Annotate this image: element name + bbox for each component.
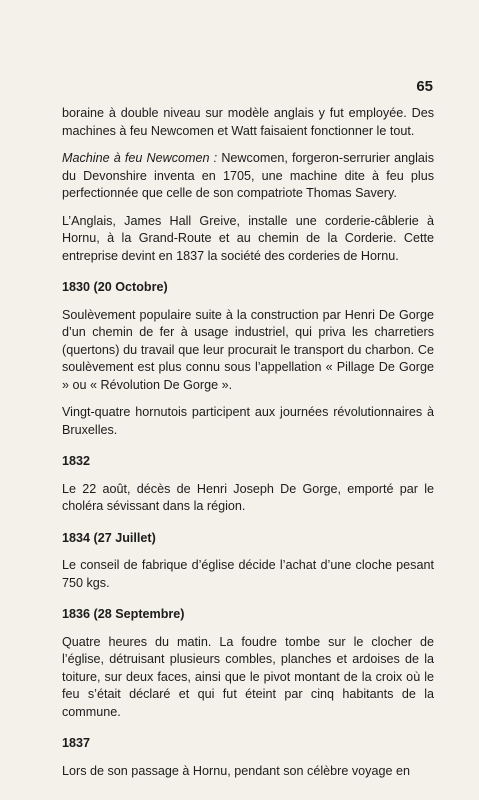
paragraph: Le 22 août, décès de Henri Joseph De Gorge, emporté par le choléra sévissant dans la région.: [62, 481, 434, 513]
term-label: Machine à feu Newcomen :: [62, 151, 218, 165]
term-definition: Newcomen, forgeron-serrurier anglais du Devonshire inventa en 1705, une machine dite à feu plus perfectionnée que celle de son compatriote Thomas Savery.: [62, 151, 434, 200]
body-text: [62, 105, 434, 780]
paragraph: Lors de son passage à Hornu, pendant son célèbre voyage en: [62, 763, 410, 778]
paragraph: Le conseil de fabrique d’église décide l’achat d’une cloche pesant 750 kgs.: [62, 558, 434, 590]
paragraph: Soulèvement populaire suite à la construction par Henri De Gorge d’un chemin de fer à usage industriel, qui priva les charretiers (quertons) du travail que leur procurait le transport du charbon. Ce soulèvement est plus connu sous l’appellation « Pillage De Gorge » ou « Révolution De Gorge ».: [62, 307, 434, 392]
paragraph: Quatre heures du matin. La foudre tombe sur le clocher de l’église, détruisant plusieurs combles, planches et ardoises de la toiture, sur deux faces, ainsi que le pivot montant de la croix où le feu s’était déclaré et qui fut éteint par cinq habitants de la commune.: [62, 634, 434, 719]
paragraph-newcomen: [62, 150, 434, 203]
page-number: 65: [416, 78, 433, 95]
year-heading: 1830 (20 Octobre): [62, 280, 168, 294]
paragraph: L’Anglais, James Hall Greive, installe une corderie-câblerie à Hornu, à la Grand-Route et au chemin de la Corderie. Cette entreprise devint en 1837 la société des corderies de Hornu.: [62, 213, 434, 263]
year-heading: 1837: [62, 736, 91, 750]
year-heading: 1834 (27 Juillet): [62, 530, 156, 545]
paragraph: boraine à double niveau sur modèle anglais y fut employée. Des machines à feu Newcomen et Watt faisaient fonctionner le tout.: [62, 106, 434, 138]
year-heading: 1836 (28 Septembre): [62, 607, 185, 621]
year-heading: 1832: [62, 454, 91, 468]
paragraph: Vingt-quatre hornutois participent aux journées révolutionnaires à Bruxelles.: [62, 405, 434, 437]
